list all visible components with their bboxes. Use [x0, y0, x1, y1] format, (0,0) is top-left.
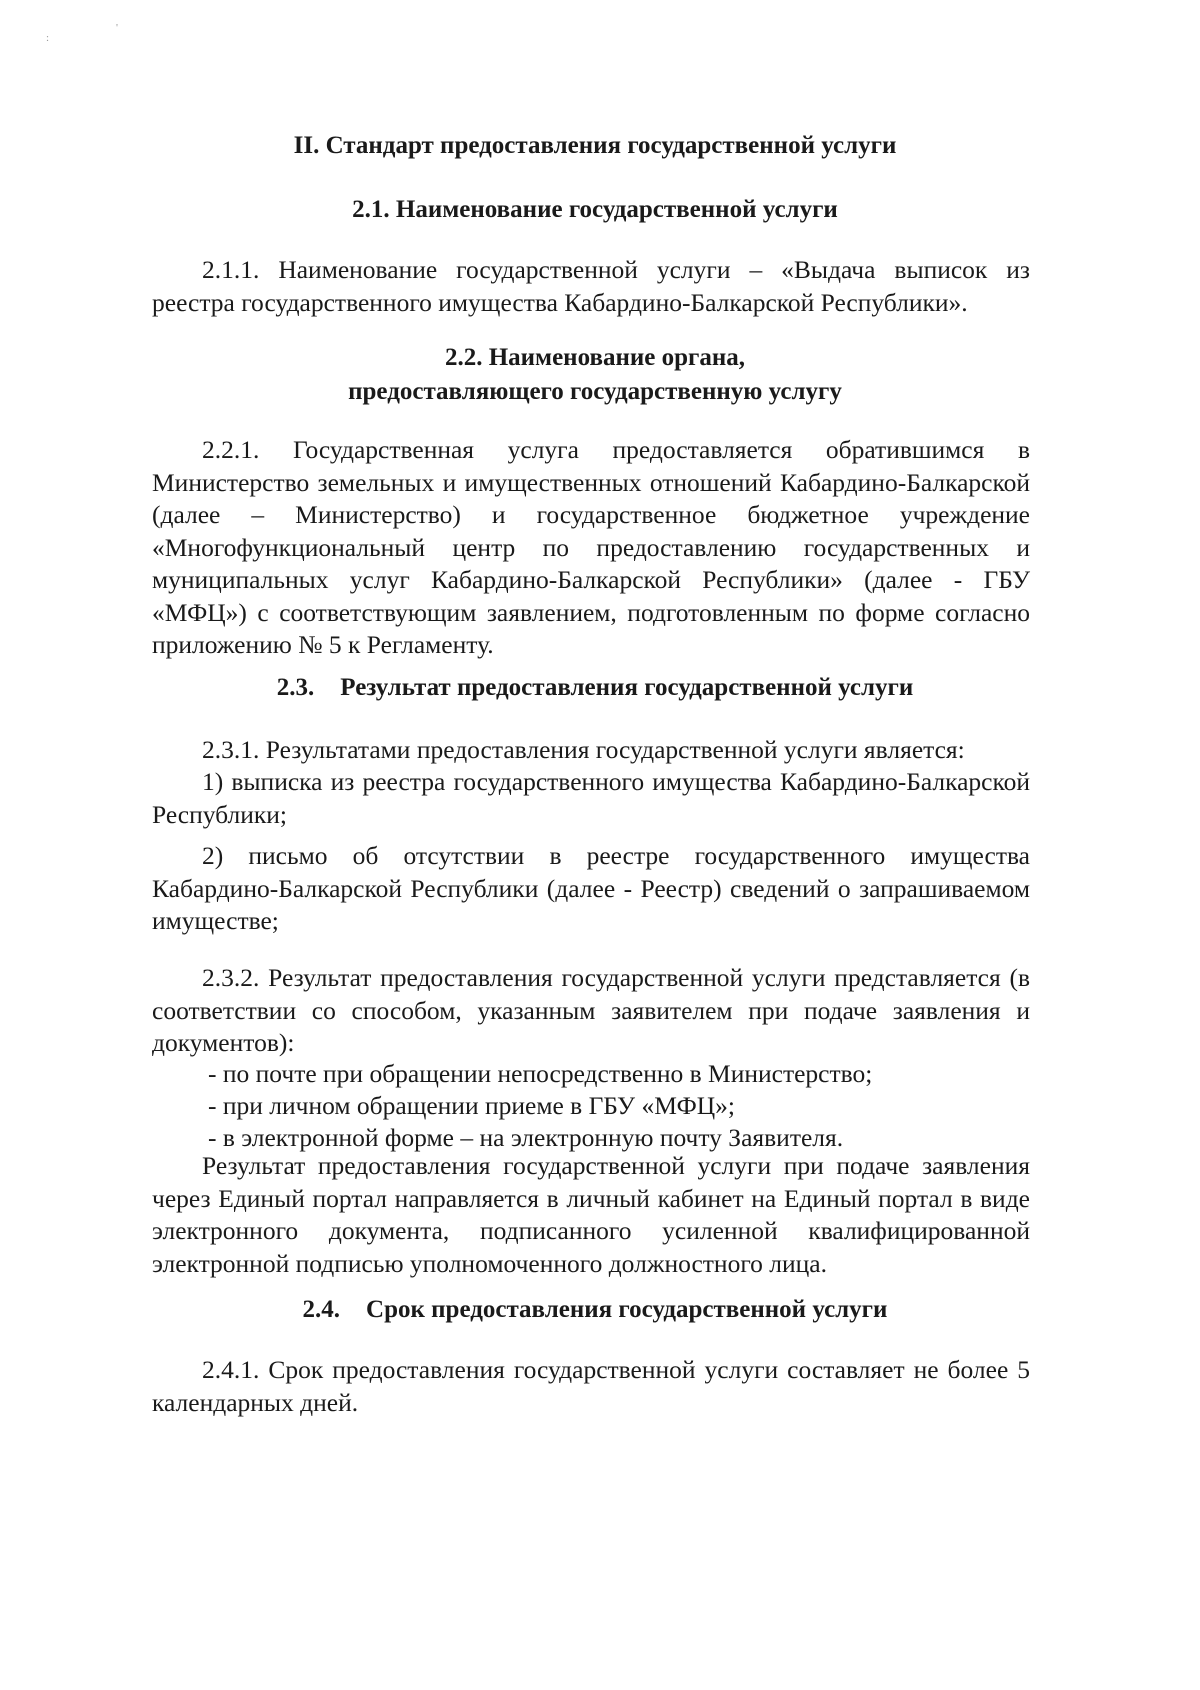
- heading-2-3: [150, 670, 1040, 706]
- scan-speck-mark: ': [116, 22, 118, 34]
- paragraph-2-3-2: 2.3.2. Результат предоставления государственной услуги представляется (в соответствии со способом, указанным заявителем при подаче заявления и документов):: [152, 963, 1030, 1057]
- heading-2-1: 2.1. Наименование государственной услуги: [352, 196, 838, 223]
- result-item-1: 1) выписка из реестра государственного имущества Кабардино-Балкарской Республики;: [152, 767, 1030, 829]
- paragraph-2-1-1: 2.1.1. Наименование государственной услуги – «Выдача выписок из реестра государственного имущества Кабардино-Балкарской Республики».: [152, 255, 1030, 317]
- heading-2-4: [150, 1292, 1040, 1328]
- section-title: II. Стандарт предоставления государственной услуги: [293, 132, 897, 159]
- result-item-2: 2) письмо об отсутствии в реестре государственного имущества Кабардино-Балкарской Республики (далее - Реестр) сведений о запрашиваемом имуществе;: [152, 841, 1030, 935]
- delivery-option-email: - в электронной форме – на электронную почту Заявителя.: [208, 1123, 844, 1152]
- heading-2-4-text: Срок предоставления государственной услуги: [366, 1296, 888, 1323]
- heading-2-2-line1: 2.2. Наименование органа,: [444, 344, 746, 371]
- paragraph-2-2-1: 2.2.1. Государственная услуга предоставляется обратившимся в Министерство земельных и имущественных отношений Кабардино-Балкарской (далее – Министерство) и государственное бюджетное учреждение «Многофункциональный центр по предоставлению государственных и муниципальных услуг Кабардино-Балкарской Республики» (далее - ГБУ «МФЦ») с соответствующим заявлением, подготовленным по форме согласно приложению № 5 к Регламенту.: [152, 435, 1030, 659]
- paragraph-portal-result: Результат предоставления государственной услуги при подаче заявления через Единый портал направляется в личный кабинет на Единый портал в виде электронного документа, подписанного усиленной квалифицированной электронной подписью уполномоченного должностного лица.: [152, 1151, 1030, 1278]
- heading-2-3-text: Результат предоставления государственной услуги: [340, 674, 914, 701]
- paragraph-2-3-1-intro: 2.3.1. Результатами предоставления государственной услуги является:: [202, 735, 965, 764]
- heading-2-3-number: 2.3.: [276, 674, 315, 701]
- paragraph-2-4-1: 2.4.1. Срок предоставления государственной услуги составляет не более 5 календарных дней.: [152, 1355, 1030, 1417]
- delivery-option-mail: - по почте при обращении непосредственно в Министерство;: [208, 1059, 873, 1088]
- heading-2-4-number: 2.4.: [302, 1296, 341, 1323]
- heading-2-2-line2: предоставляющего государственную услугу: [348, 378, 842, 405]
- delivery-option-mfc: - при личном обращении приеме в ГБУ «МФЦ»;: [208, 1091, 735, 1120]
- scan-speck-mark: :: [46, 32, 50, 44]
